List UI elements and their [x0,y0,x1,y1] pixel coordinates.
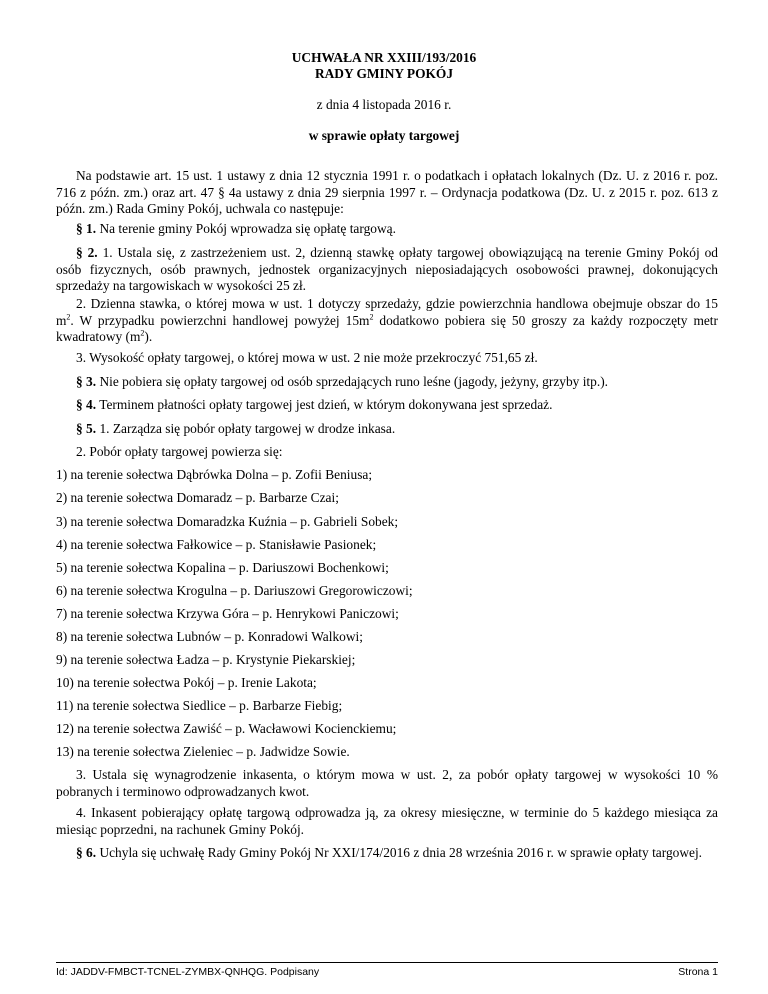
title-line-1: UCHWAŁA NR XXIII/193/2016 [291,50,477,65]
paragraph-5: § 5. 1. Zarządza się pobór opłaty targowej w drodze inkasa. [76,421,396,436]
paragraph-2-ust-3: 3. Wysokość opłaty targowej, o której mowa w ust. 2 nie może przekroczyć 751,65 zł. [76,350,538,365]
list-item: 4) na terenie sołectwa Fałkowice – p. Stanisławie Pasionek; [56,537,377,552]
list-item: 13) na terenie sołectwa Zieleniec – p. Jadwidze Sowie. [56,744,350,759]
footer-document-id: Id: JADDV-FMBCT-TCNEL-ZYMBX-QNHQG. Podpisany [56,966,320,978]
paragraph-2-mark: § 2. [76,245,98,260]
paragraph-6: § 6. Uchyla się uchwałę Rady Gminy Pokój Nr XXI/174/2016 z dnia 28 września 2016 r. w sprawie opłaty targowej. [76,845,703,860]
paragraph-2-text-1: 1. Ustala się, z zastrzeżeniem ust. 2, dzienną stawkę opłaty targowej obowiązującą na terenie Gminy Pokój od osób fizycznych, osób prawnych, jednostek organizacyjnych nieposiadających osobowości prawnej, dokonujących sprzedaży na targowiskach w wysokości 25 zł. [56,245,718,293]
footer-divider [56,962,718,963]
list-item: 11) na terenie sołectwa Siedlice – p. Barbarze Fiebig; [56,698,343,713]
paragraph-1-text: Na terenie gminy Pokój wprowadza się opłatę targową. [96,221,396,236]
preamble: Na podstawie art. 15 ust. 1 ustawy z dnia 12 stycznia 1991 r. o podatkach i opłatach lokalnych (Dz. U. z 2016 r. poz. 716 z późn. zm.) oraz art. 47 § 4a ustawy z dnia 29 sierpnia 1997 r. – Ordynacja podatkowa (Dz. U. z 2015 r. poz. 613 z późn. zm.) Rada Gminy Pokój, uchwala co następuje: [56,168,718,216]
document-date: z dnia 4 listopada 2016 r. [316,97,452,112]
list-item: 12) na terenie sołectwa Zawiść – p. Wacławowi Kocienckiemu; [56,721,397,736]
list-item: 2) na terenie sołectwa Domaradz – p. Barbarze Czai; [56,490,339,505]
list-item: 8) na terenie sołectwa Lubnów – p. Konradowi Walkowi; [56,629,363,644]
paragraph-4: § 4. Terminem płatności opłaty targowej jest dzień, w którym dokonywana jest sprzedaż. [76,397,553,412]
paragraph-2-ust-2: 2. Dzienna stawka, o której mowa w ust. 1 dotyczy sprzedaży, gdzie powierzchnia handlowa obejmuje obszar do 15 $m^2$. W przypadku powierzchni handlowej powyżej $15m^2$ dodatkowo pobiera się 50 groszy za każdy rozpoczęty metr kwadratowy $(m^2)$. [56,296,718,344]
paragraph-1-mark: § 1. [76,221,97,236]
list-item: 6) na terenie sołectwa Krogulna – p. Dariuszowi Gregorowiczowi; [56,583,413,598]
list-item: 3) na terenie sołectwa Domaradzka Kuźnia – p. Gabrieli Sobek; [56,514,399,529]
list-item: 5) na terenie sołectwa Kopalina – p. Dariuszowi Bochenkowi; [56,560,389,575]
paragraph-5-ust-4: 4. Inkasent pobierający opłatę targową odprowadza ją, za okresy miesięczne, w terminie do 5 każdego miesiąca za miesiąc poprzedni, na rachunek Gminy Pokój. [56,805,718,837]
paragraph-2 [56,245,718,295]
paragraph-1 [56,221,718,238]
paragraph-5-ust-2: 2. Pobór opłaty targowej powierza się: [76,444,283,459]
title-line-2: RADY GMINY POKÓJ [314,66,454,81]
list-item: 1) na terenie sołectwa Dąbrówka Dolna – p. Zofii Beniusa; [56,467,373,482]
paragraph-5-ust-3: 3. Ustala się wynagrodzenie inkasenta, o którym mowa w ust. 2, za pobór opłaty targowej w wysokości 10 % pobranych i terminowo odprowadzanych kwot. [56,767,718,799]
document-subject: w sprawie opłaty targowej [308,128,460,143]
list-item: 7) na terenie sołectwa Krzywa Góra – p. Henrykowi Paniczowi; [56,606,399,621]
list-item: 9) na terenie sołectwa Ładza – p. Krystynie Piekarskiej; [56,652,356,667]
list-item: 10) na terenie sołectwa Pokój – p. Irenie Lakota; [56,675,317,690]
paragraph-3: § 3. Nie pobiera się opłaty targowej od osób sprzedających runo leśne (jagody, jeżyny, grzyby itp.). [76,374,609,389]
footer-page-number: Strona 1 [678,966,718,978]
